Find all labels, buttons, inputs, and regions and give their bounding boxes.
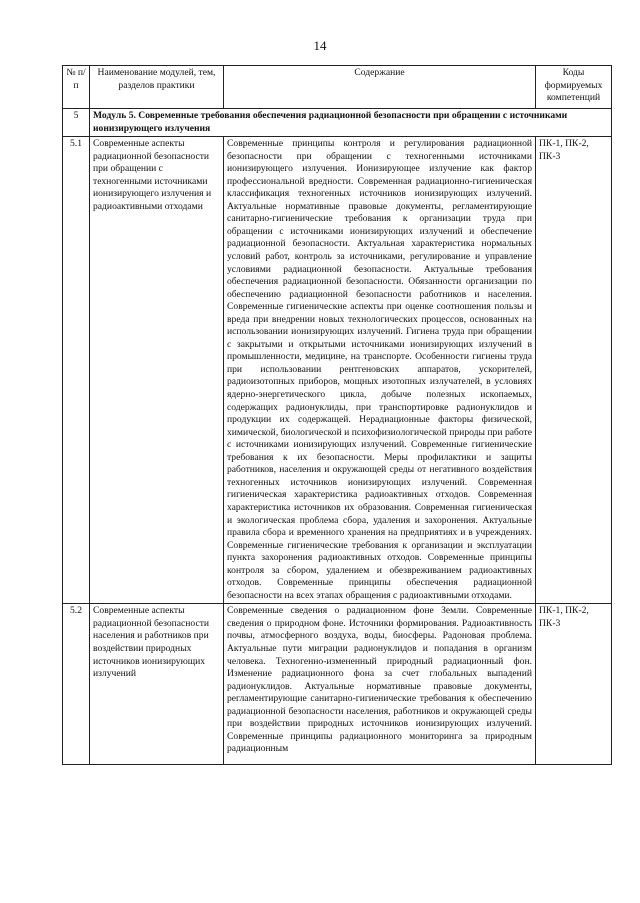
row-codes: ПК-1, ПК-2, ПК-3	[536, 137, 612, 604]
module-row	[63, 109, 612, 137]
row-content	[224, 604, 536, 765]
header-num: № п/п	[63, 66, 90, 109]
page-number: 14	[313, 38, 327, 53]
row-codes: ПК-1, ПК-2, ПК-3	[536, 604, 612, 765]
row-num: 5.1	[63, 137, 90, 604]
row-content-text: Современные сведения о радиационном фоне Земли. Современные сведения о природном фоне. Источники формирования. Радиоактивность почвы, атмосферного воздуха, воды, биосферы. Радоновая проблема. Актуальные пути миграции радионуклидов и попадания в организм человека. Техногенно-измененный природный радиационный фон. Изменение радиационного фона за счет глобальных выпадений радионуклидов. Актуальные нормативные правовые документы, регламентирующие санитарно-гигиенические требования к обеспечению радиационной безопасности населения, работников и окружающей среды при воздействии природных источников ионизирующих излучений. Современные принципы радиационного мониторинга за природным радиационным	[227, 605, 532, 755]
row-content: Современные принципы контроля и регулирования радиационной безопасности при обращении с техногенными источниками ионизирующего излучения. Ионизирующее излучение как фактор профессиональной вредности. Современная радиационно-гигиеническая классификация техногенных источников ионизирующих излучений. Актуальные нормативные правовые документы, регламентирующие санитарно-гигиенические требования к организации труда при обращении с источниками ионизирующих излучений и обеспечение радиационной безопасности. Актуальная характеристика нормальных условий работ, контроль за источниками, регулирование и управление условиями радиационной безопасности. Актуальные требования обеспечения радиационной безопасности. Обязанности организации по обеспечению радиационной безопасности работников и населения. Современные гигиенические аспекты при оценке соотношения пользы и вреда при внедрении новых технологических процессов, основанных на использовании ионизирующих излучений. Гигиена труда при обращении с закрытыми и открытыми источниками ионизирующих излучений в промышленности, медицине, на транспорте. Особенности гигиены труда при использовании рентгеновских аппаратов, ускорителей, радиоизотопных приборов, мощных изотопных излучателей, в условиях ядерно-энергетического цикла, добыче полезных ископаемых, содержащих радионуклиды, при транспортировке радионуклидов и продукции их содержащей. Нерадиационные факторы физической, химической, биологической и психофизиологической природы при работе с источниками ионизирующих излучений. Современные гигиенические требования к их безопасности. Меры профилактики и защиты работников, населения и окружающей среды от негативного воздействия техногенных источников ионизирующих излучений. Современная гигиеническая характеристика радиоактивных отходов. Современная характеристика источников их образования. Современная гигиеническая и экологическая проблема сбора, удаления и захоронения. Актуальные правила сбора и временного хранения на предприятиях и в учреждениях. Современные гигиенические требования к организации и эксплуатации пункта захоронения радиоактивных отходов. Современные принципы контроля за сбором, удалением и обезвреживанием радиоактивных отходов. Современные принципы обеспечения радиационной безопасности на всех этапах обращения с радиоактивными отходами.	[224, 137, 536, 604]
header-content: Содержание	[224, 66, 536, 109]
program-table	[62, 65, 612, 765]
table-row	[63, 137, 612, 604]
header-name: Наименование модулей, тем, разделов практики	[90, 66, 224, 109]
module-title: Модуль 5. Современные требования обеспечения радиационной безопасности при обращении с источниками ионизирующего излучения	[90, 109, 612, 137]
table-row	[63, 604, 612, 765]
row-name: Современные аспекты радиационной безопасности при обращении с техногенными источниками ионизирующего излучения и радиоактивными отходами	[90, 137, 224, 604]
table-header-row	[63, 66, 612, 109]
header-codes: Коды формируемых компетенций	[536, 66, 612, 109]
module-num: 5	[63, 109, 90, 137]
row-num: 5.2	[63, 604, 90, 765]
row-name: Современные аспекты радиационной безопасности населения и работников при воздействии природных источников ионизирующих излучений	[90, 604, 224, 765]
